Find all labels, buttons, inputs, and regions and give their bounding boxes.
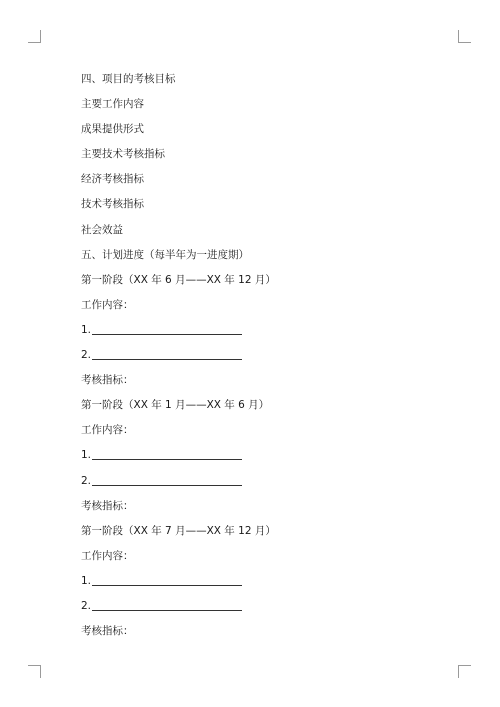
line-text: 第一阶段（XX 年 1 月——XX 年 6 月）: [81, 399, 270, 412]
crop-mark-bottom-right: [458, 665, 471, 678]
assessment-indicator-label: [81, 494, 441, 519]
line-number: 1.: [81, 323, 92, 336]
line-text: 第一阶段（XX 年 7 月——XX 年 12 月）: [81, 524, 276, 537]
line-number: 2.: [81, 474, 92, 487]
line-text: 考核指标：: [81, 625, 134, 638]
blank-line-item: [81, 569, 441, 594]
section-heading-assessment: [81, 67, 441, 92]
work-content-label: [81, 293, 441, 318]
item-tech-indicators: [81, 192, 441, 217]
item-economic-indicators: [81, 167, 441, 192]
work-content-label: [81, 544, 441, 569]
line-text: 五、计划进度（每半年为一进度期）: [81, 248, 249, 261]
blank-line-item: [81, 343, 441, 368]
line-text: 考核指标：: [81, 499, 134, 512]
fill-in-blank: [92, 458, 242, 460]
section-heading-schedule: [81, 243, 441, 268]
assessment-indicator-label: [81, 368, 441, 393]
blank-line-item: [81, 594, 441, 619]
line-number: 2.: [81, 349, 92, 362]
line-text: 工作内容：: [81, 424, 134, 437]
stage-heading-3: [81, 519, 441, 544]
document-body: [81, 67, 441, 644]
fill-in-blank: [92, 609, 242, 611]
item-main-work: [81, 92, 441, 117]
line-number: 2.: [81, 599, 92, 612]
fill-in-blank: [92, 584, 242, 586]
line-text: 主要工作内容: [81, 98, 144, 111]
fill-in-blank: [92, 358, 242, 360]
line-number: 1.: [81, 574, 92, 587]
line-text: 经济考核指标: [81, 173, 144, 186]
stage-heading-1: [81, 268, 441, 293]
line-text: 成果提供形式: [81, 123, 144, 136]
line-text: 主要技术考核指标: [81, 148, 165, 161]
item-result-form: [81, 117, 441, 142]
blank-line-item: [81, 469, 441, 494]
line-number: 1.: [81, 449, 92, 462]
line-text: 技术考核指标: [81, 198, 144, 211]
item-main-tech-indicators: [81, 142, 441, 167]
blank-line-item: [81, 443, 441, 468]
crop-mark-top-left: [28, 30, 41, 43]
work-content-label: [81, 418, 441, 443]
crop-mark-bottom-left: [28, 665, 41, 678]
fill-in-blank: [92, 484, 242, 486]
stage-heading-2: [81, 393, 441, 418]
line-text: 第一阶段（XX 年 6 月——XX 年 12 月）: [81, 273, 276, 286]
item-social-benefit: [81, 218, 441, 243]
line-text: 考核指标：: [81, 374, 134, 387]
blank-line-item: [81, 318, 441, 343]
assessment-indicator-label: [81, 619, 441, 644]
line-text: 四、项目的考核目标: [81, 73, 176, 85]
crop-mark-top-right: [458, 30, 471, 43]
line-text: 工作内容：: [81, 549, 134, 562]
fill-in-blank: [92, 333, 242, 335]
line-text: 社会效益: [81, 223, 123, 236]
line-text: 工作内容：: [81, 298, 134, 311]
